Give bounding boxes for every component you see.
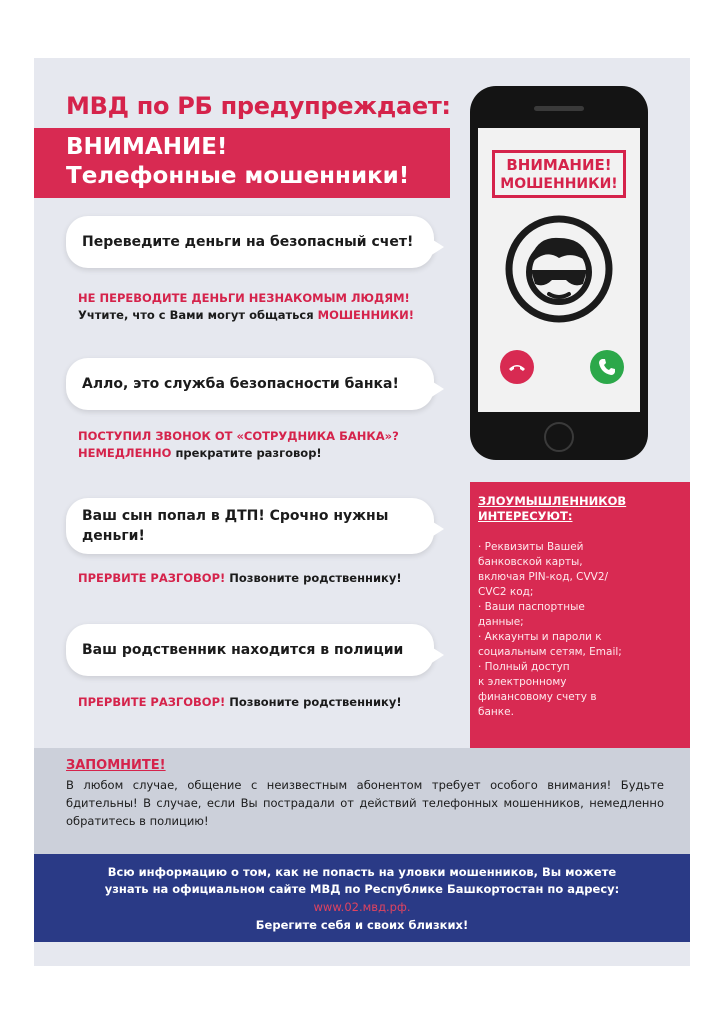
warning-line: Учтите, что с Вами могут общаться [78, 308, 318, 322]
info-box [470, 482, 690, 748]
warning-red-line: ПОСТУПИЛ ЗВОНОК ОТ «СОТРУДНИКА БАНКА»? [78, 429, 399, 443]
speech-bubble-text: Переведите деньги на безопасный счет! [82, 234, 414, 250]
page-title: МВД по РБ предупреждает: [66, 92, 451, 120]
phone-speaker [534, 106, 584, 111]
warning-red-word: ПРЕРВИТЕ РАЗГОВОР! [78, 695, 226, 709]
info-item-1 [478, 540, 678, 600]
speech-bubble-3 [66, 498, 434, 554]
header-subtitle: Телефонные мошенники! [66, 163, 410, 189]
info-item-line: социальным сетям, Email; [478, 646, 622, 658]
warning-red-word: НЕМЕДЛЕННО [78, 446, 172, 460]
speech-bubble-4 [66, 624, 434, 676]
accept-call-icon [590, 350, 624, 384]
info-title-line-1: ЗЛОУМЫШЛЕННИКОВ [478, 494, 627, 508]
warning-red-word: ПРЕРВИТЕ РАЗГОВОР! [78, 571, 226, 585]
header-band [34, 128, 450, 198]
header-attention-text: ВНИМАНИЕ! [66, 134, 228, 160]
info-item-line: данные; [478, 616, 524, 628]
phone-illustration [470, 86, 648, 460]
info-item-4 [478, 660, 678, 720]
stamp-line-1: ВНИМАНИЕ! [506, 156, 612, 174]
poster [34, 58, 690, 966]
speech-bubble-text: Ваш родственник находится в полиции [82, 642, 404, 658]
warning-red-word: МОШЕННИКИ! [317, 308, 415, 322]
warning-text-2 [78, 428, 458, 462]
footer [34, 854, 690, 942]
scammer-face-icon [504, 214, 614, 324]
info-item-line: CVC2 код; [478, 586, 534, 598]
footer-line-1: Всю информацию о том, как не попасть на уловки мошенников, Вы можете [107, 865, 617, 879]
warning-text-1 [78, 290, 458, 324]
info-item-line: банке. [478, 706, 514, 718]
info-title-line-2: ИНТЕРЕСУЮТ: [478, 509, 573, 523]
warning-text-3 [78, 570, 458, 587]
info-item-line: · Полный доступ [478, 661, 570, 673]
speech-bubble-1 [66, 216, 434, 268]
info-box-title [478, 494, 626, 524]
phone-home-button [544, 422, 574, 452]
phone-screen [478, 128, 640, 412]
warning-line: Позвоните родственнику! [225, 571, 402, 585]
warning-stamp [492, 150, 626, 198]
speech-bubble-2 [66, 358, 434, 410]
info-item-line: банковской карты, [478, 556, 583, 568]
warning-text-4 [78, 694, 458, 711]
info-item-2 [478, 600, 678, 630]
info-item-line: включая PIN-код, CVV2/ [478, 571, 609, 583]
footer-line-2: узнать на официальном сайте МВД по Республике Башкортостан по адресу: [104, 882, 620, 896]
remember-section [34, 748, 690, 854]
speech-bubble-text: Алло, это служба безопасности банка! [82, 376, 399, 392]
warning-red-line: НЕ ПЕРЕВОДИТЕ ДЕНЬГИ НЕЗНАКОМЫМ ЛЮДЯМ! [78, 291, 410, 305]
stamp-line-2: МОШЕННИКИ! [500, 176, 618, 192]
info-item-line: · Реквизиты Вашей [478, 541, 584, 553]
info-item-line: · Аккаунты и пароли к [478, 631, 602, 643]
remember-title: ЗАПОМНИТЕ! [66, 758, 166, 773]
warning-line: Позвоните родственнику! [225, 695, 402, 709]
remember-text: В любом случае, общение с неизвестным абонентом требует особого внимания! Будьте бдительны! В случае, если Вы пострадали от действий телефонных мошенников, немедленно обратитесь в полицию! [66, 778, 664, 828]
info-item-line: к электронному [478, 676, 567, 688]
footer-url-link[interactable]: www.02.мвд.рф. [313, 900, 411, 914]
info-item-3 [478, 630, 678, 660]
decline-call-icon [500, 350, 534, 384]
warning-line: прекратите разговор! [171, 446, 322, 460]
speech-bubble-text: Ваш сын попал в ДТП! Срочно нужны деньги! [82, 508, 389, 544]
info-item-line: · Ваши паспортные [478, 601, 585, 613]
info-item-line: финансовому счету в [478, 691, 597, 703]
footer-slogan: Берегите себя и своих близких! [255, 918, 469, 932]
